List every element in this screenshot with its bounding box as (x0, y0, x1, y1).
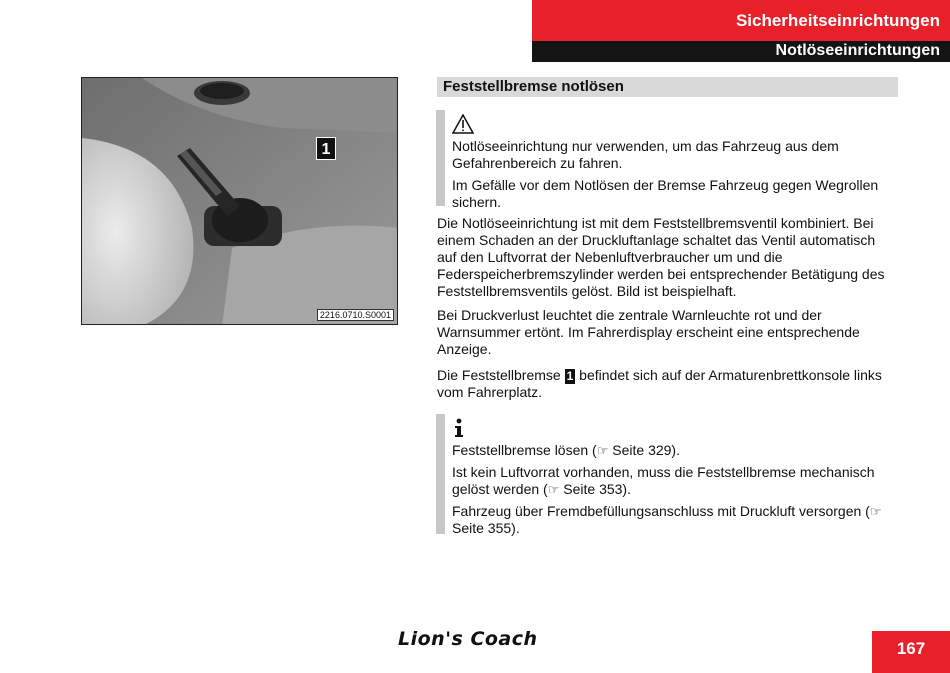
section-header: Notlöseeinrichtungen (532, 41, 950, 62)
warning-text-1: Notlöseeinrichtung nur verwenden, um das Fahrzeug aus dem Gefahrenbereich zu fahren. (452, 138, 839, 171)
figure-callout-1: 1 (316, 137, 336, 160)
page-ref-329[interactable]: Seite 329). (612, 442, 680, 458)
page-ref-355[interactable]: Seite 355). (452, 520, 520, 536)
brand-logo: Lion's Coach (398, 628, 538, 650)
paragraph-2: Bei Druckverlust leuchtet die zentrale Warnleuchte rot und der Warnsummer ertönt. Im Fahrerdisplay erscheint eine entsprechende Anzeige. (437, 307, 860, 357)
paragraph-3-pre: Die Feststellbremse (437, 367, 561, 383)
paragraph-3 (437, 367, 897, 401)
paragraph-3-post: befindet sich auf der Armaturenbrettkonsole links vom Fahrerplatz. (437, 367, 882, 400)
info-text-3: Fahrzeug über Fremdbefüllungsanschluss mit Druckluft versorgen (☞ Seite 355). (452, 503, 882, 536)
paragraph-1: Die Notlöseeinrichtung ist mit dem Feststellbremsventil kombiniert. Bei einem Schaden an der Druckluftanlage schaltet das Ventil automatisch auf den Luftvorrat der Nebenluftverbraucher um und die Federspeicherbremszylinder werden bei entsprechender Betätigung des Feststellbremsventils gelöst. Bild ist beispielhaft. (437, 215, 885, 299)
info-icon (452, 418, 466, 438)
parking-brake-photo (81, 77, 398, 325)
warning-text-2: Im Gefälle vor dem Notlösen der Bremse Fahrzeug gegen Wegrollen sichern. (452, 177, 879, 210)
warning-triangle-icon (452, 114, 474, 134)
figure-code: 2216.0710.S0001 (317, 309, 394, 321)
page-ref-353[interactable]: Seite 353). (563, 481, 631, 497)
warning-box (436, 110, 898, 210)
info-text-2: Ist kein Luftvorrat vorhanden, muss die Feststellbremse mechanisch gelöst werden (☞ Seite 353). (452, 464, 875, 497)
pointing-hand-icon: ☞ (869, 504, 882, 519)
info-box (436, 414, 898, 534)
pointing-hand-icon: ☞ (547, 482, 560, 497)
chapter-header: Sicherheitseinrichtungen (532, 0, 950, 41)
page-number: 167 (872, 631, 950, 673)
info-text-1: Feststellbremse lösen (☞ Seite 329). (452, 442, 680, 458)
section-title: Feststellbremse notlösen (437, 77, 898, 97)
inline-callout-1: 1 (566, 369, 574, 383)
pointing-hand-icon: ☞ (596, 443, 609, 458)
